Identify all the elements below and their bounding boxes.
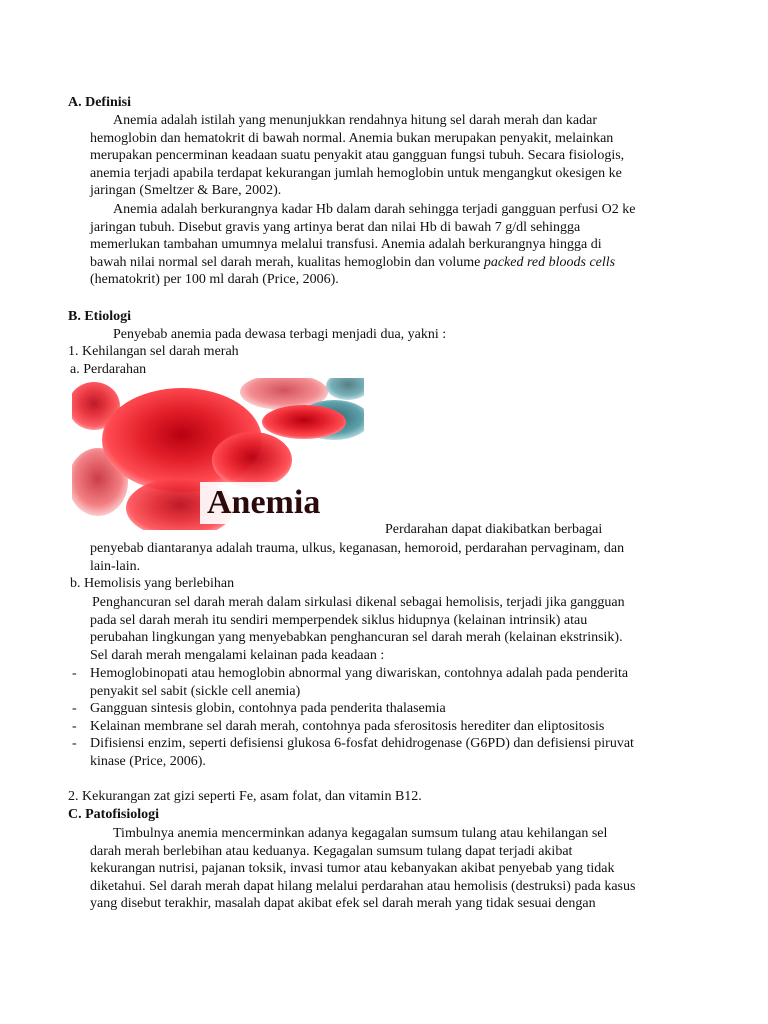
bullet-dash: - (72, 718, 77, 734)
bullet-3-line1: Kelainan membrane sel darah merah, contohnya pada sferositosis herediter dan eliptositosis (90, 718, 605, 734)
anemia-image-label: Anemia (207, 484, 321, 521)
definisi-p1-line2: hemoglobin dan hematokrit di bawah normal. Anemia bukan merupakan penyakit, melainkan (90, 130, 614, 146)
definisi-p1-line4: anemia terjadi apabila terdapat kekurangan jumlah hemoglobin untuk mengangkut okesigen ke (90, 165, 622, 181)
definisi-p1-line3: merupakan pencerminan keadaan suatu penyakit atau gangguan fungsi tubuh. Secara fisiologis, (90, 148, 625, 163)
perdarahan-line1: Perdarahan dapat diakibatkan berbagai (385, 522, 603, 537)
definisi-p2-line4 (90, 254, 615, 271)
bullet-1-line1: Hemoglobinopati atau hemoglobin abnormal yang diwariskan, contohnya adalah pada penderita (90, 666, 629, 681)
bullet-4-line2: kinase (Price, 2006). (90, 753, 206, 769)
patofisiologi-line3: kekurangan nutrisi, pajanan toksik, invasi tumor atau kebanyakan akibat penyebab yang tidak (90, 861, 615, 876)
etiologi-intro: Penyebab anemia pada dewasa terbagi menjadi dua, yakni : (113, 326, 447, 342)
hemolisis-line3: perubahan lingkungan yang menyebabkan penghancuran sel darah merah (kelainan ekstrinsik). (90, 630, 623, 645)
patofisiologi-line5: yang disebut terakhir, masalah dapat akibat efek sel darah merah yang tidak sesuai dengan (90, 896, 596, 911)
perdarahan-line2: penyebab diantaranya adalah trauma, ulkus, keganasan, hemoroid, perdarahan pervaginam, dan (90, 541, 625, 556)
bullet-dash: - (72, 736, 77, 751)
section-a-title: A. Definisi (68, 95, 131, 110)
patofisiologi-line4: diketahui. Sel darah merah dapat hilang melalui perdarahan atau hemolisis (destruksi) pada kasus (90, 878, 636, 894)
blood-cell (262, 405, 346, 439)
hemolisis-line1: Penghancuran sel darah merah dalam sirkulasi dikenal sebagai hemolisis, terjadi jika gangguan (92, 595, 625, 610)
definisi-p2-italic-term: packed red bloods cells (483, 254, 616, 270)
section-b-title: B. Etiologi (68, 309, 132, 324)
definisi-p2-line3: memerlukan tambahan umumnya melalui transfusi. Anemia adalah berkurangnya hingga di (90, 237, 602, 252)
etiologi-item-1: 1. Kehilangan sel darah merah (68, 344, 239, 359)
anemia-illustration (72, 378, 364, 530)
perdarahan-line3: lain-lain. (90, 558, 141, 574)
bullet-dash: - (72, 701, 77, 716)
hemolisis-line2: pada sel darah merah itu sendiri memperpendek siklus hidupnya (kelainan intrinsik) atau (90, 612, 588, 628)
definisi-p2-line5: (hematokrit) per 100 ml darah (Price, 2006). (90, 272, 339, 287)
patofisiologi-line2: darah merah berlebihan atau keduanya. Kegagalan sumsum tulang dapat terjadi akibat (90, 843, 573, 859)
definisi-p1-line5: jaringan (Smeltzer & Bare, 2002). (90, 183, 282, 198)
patofisiologi-line1: Timbulnya anemia mencerminkan adanya kegagalan sumsum tulang atau kehilangan sel (113, 826, 608, 841)
definisi-p2-line4-text: bawah nilai normal sel darah merah, kualitas hemoglobin dan volume (90, 254, 484, 270)
bullet-1-line2: penyakit sel sabit (sickle cell anemia) (90, 683, 301, 699)
red-blood-cells-image (72, 378, 364, 530)
section-c-title: C. Patofisiologi (68, 807, 159, 822)
definisi-p1-line1: Anemia adalah istilah yang menunjukkan rendahnya hitung sel darah merah dan kadar (113, 113, 597, 128)
bullet-dash: - (72, 666, 77, 681)
hemolisis-line4: Sel darah merah mengalami kelainan pada keadaan : (90, 647, 385, 663)
etiologi-item-2: 2. Kekurangan zat gizi seperti Fe, asam folat, dan vitamin B12. (68, 789, 422, 804)
etiologi-item-1a: a. Perdarahan (70, 361, 147, 377)
blood-cell (212, 432, 292, 488)
definisi-p2-line1: Anemia adalah berkurangnya kadar Hb dalam darah sehingga terjadi gangguan perfusi O2 ke (113, 202, 636, 217)
bullet-4-line1: Difisiensi enzim, seperti defisiensi glukosa 6-fosfat dehidrogenase (G6PD) dan defisiensi piruvat (90, 736, 634, 751)
etiologi-item-1b: b. Hemolisis yang berlebihan (70, 576, 235, 591)
definisi-p2-line2: jaringan tubuh. Disebut gravis yang artinya berat dan nilai Hb di bawah 7 g/dl sehingga (90, 219, 581, 235)
bullet-2-line1: Gangguan sintesis globin, contohnya pada penderita thalasemia (90, 701, 446, 716)
